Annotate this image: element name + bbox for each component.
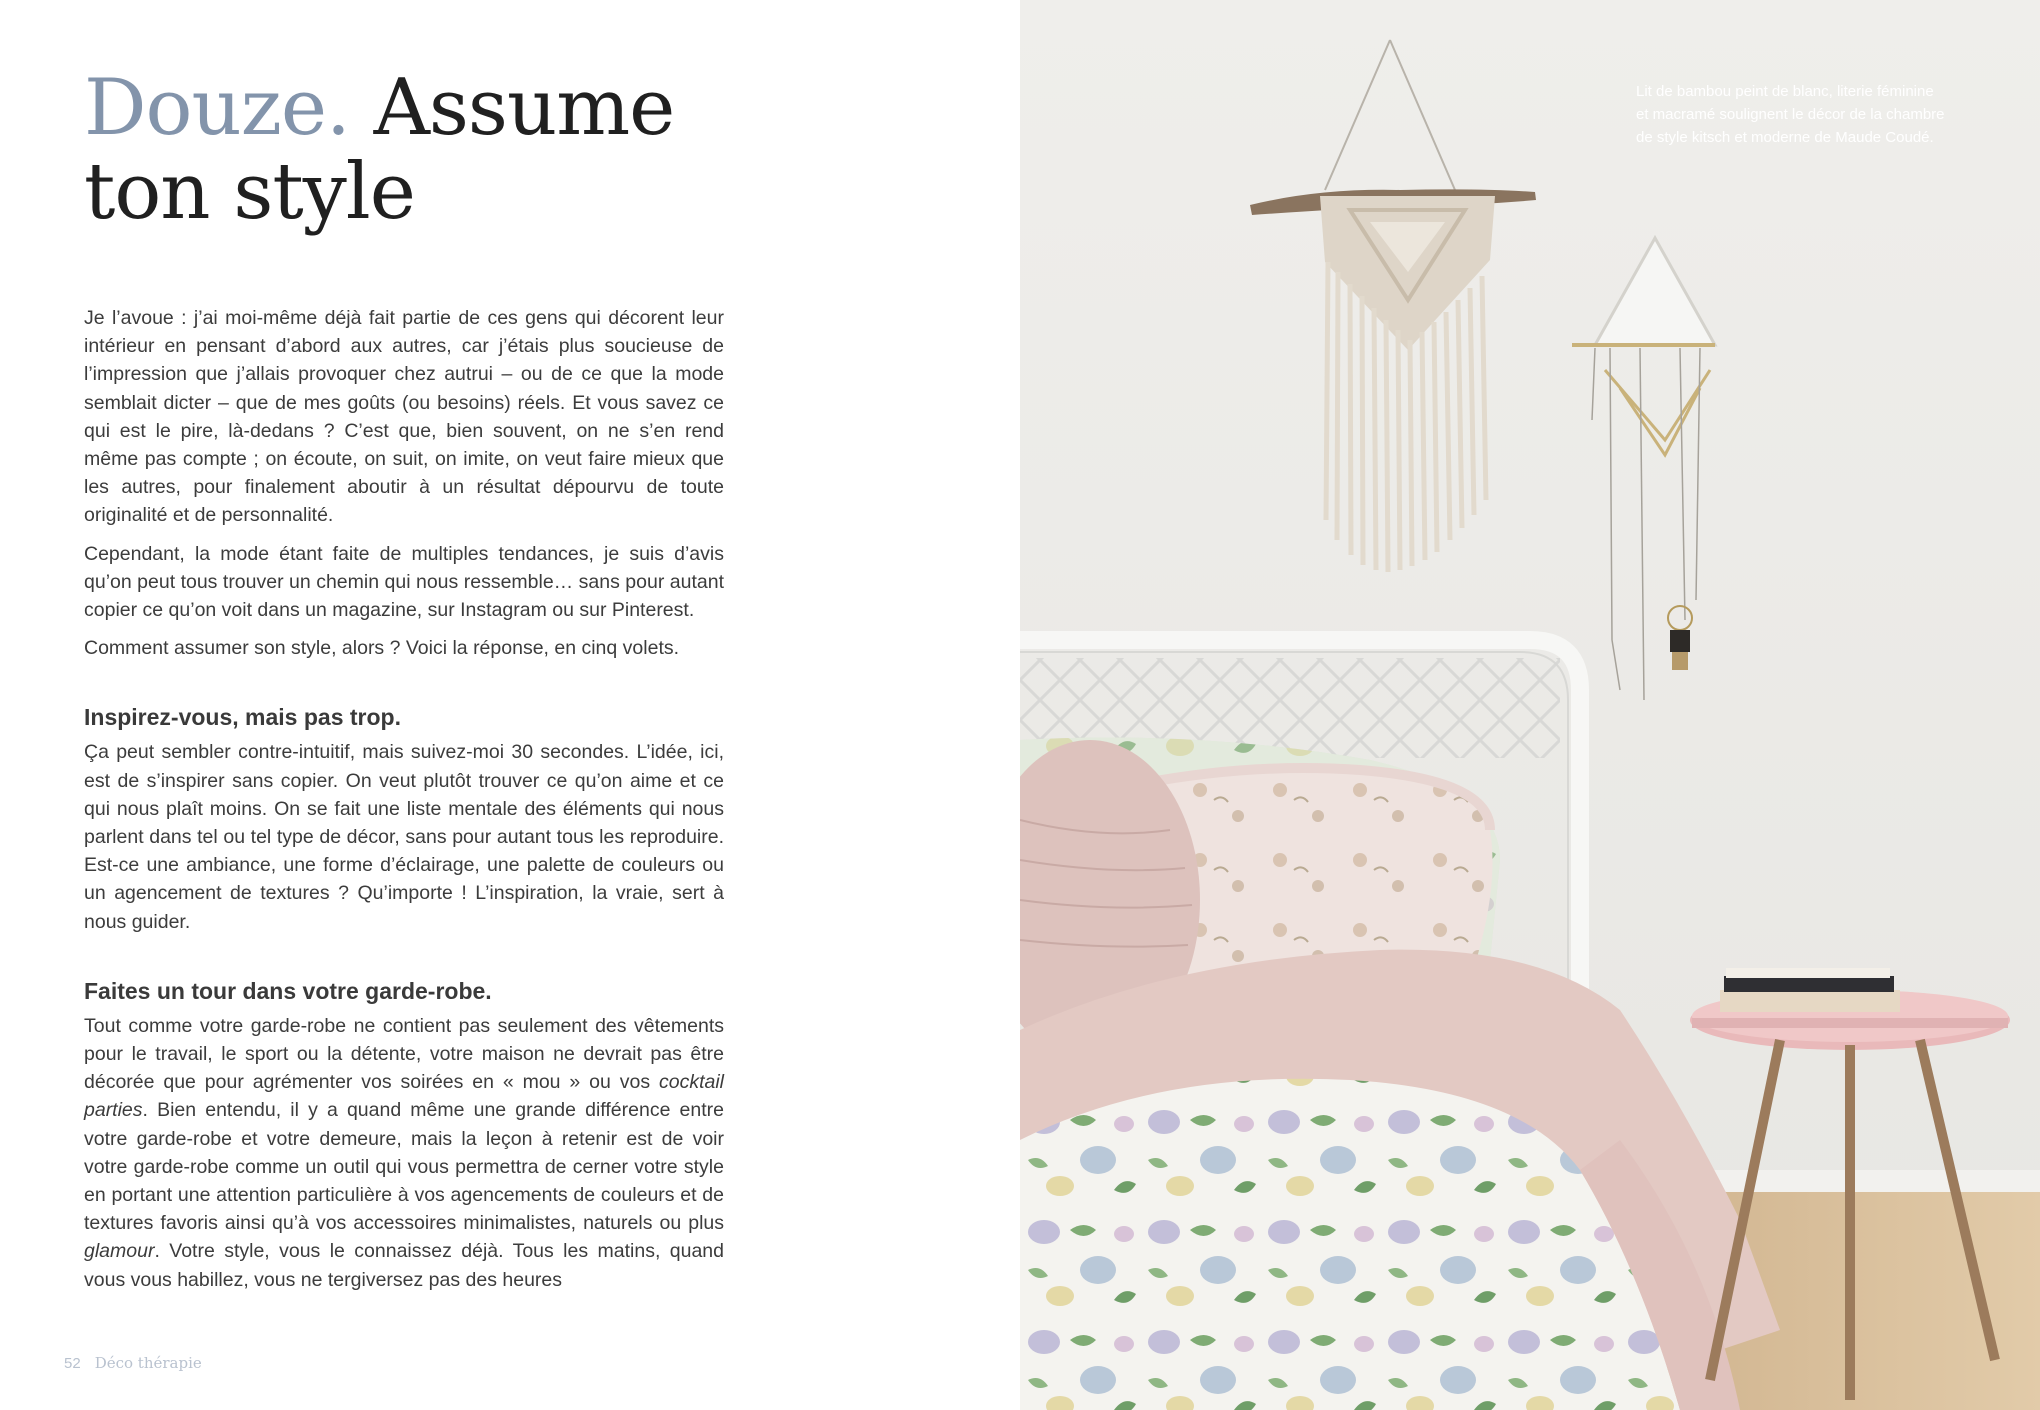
section-heading-inspiration: Inspirez-vous, mais pas trop. bbox=[84, 704, 401, 731]
title-line1-rest: Assume bbox=[373, 63, 675, 153]
paragraph-third: Comment assumer son style, alors ? Voici la réponse, en cinq volets. bbox=[84, 637, 680, 660]
section-text-inspiration: Ça peut sembler contre-intuitif, mais suivez-moi 30 secondes. L’idée, ici, est de s’inspirer sans copier. On veut plutôt trouver ce qu’on aime et ce qui nous plaît moins. On se fait une liste mentale des éléments qui nous parlent dans tel ou tel type de décor, sans pour autant tous les reproduire. Est-ce une ambiance, une forme d’éclairage, une palette de couleurs ou un agencement de textures ? Qu’importe ! L’inspiration, la vraie, sert à nous guider. bbox=[84, 741, 724, 933]
paragraph-intro: Je l’avoue : j’ai moi-même déjà fait partie de ces gens qui décorent leur intérieur en pensant d’abord aux autres, car j’étais plus soucieuse de l’impression que j’allais provoquer chez autrui – ou de ce que la mode semblait dicter – que de mes goûts (ou besoins) réels. Et vous savez ce qui est le pire, là-dedans ? C’est que, bien souvent, on ne s’en rend même pas compte ; on écoute, on suit, on imite, on veut faire mieux que les autres, pour finalement aboutir à un résultat dépourvu de toute originalité et de personnalité. bbox=[84, 307, 724, 527]
wardrobe-text-b: . Bien entendu, il y a quand même une grande différence entre votre garde-robe et votre demeure, mais la leçon à retenir est de voir votre garde-robe comme un outil qui vous permettra de cerner votre style en portant une attention particulière à vos agencements de couleurs et de textures favoris ainsi qu’à vos accessoires minimalistes, naturels ou plus bbox=[84, 1099, 724, 1235]
wardrobe-italic-b: glamour bbox=[84, 1240, 155, 1263]
wardrobe-text-c: . Votre style, vous le connaissez déjà. Tous les matins, quand vous vous habillez, vous ne tergiversez pas des heures bbox=[84, 1240, 724, 1291]
book-title: Déco thérapie bbox=[94, 1354, 202, 1372]
section-heading-wardrobe: Faites un tour dans votre garde-robe. bbox=[84, 977, 492, 1004]
wardrobe-italic-a: cocktail parties bbox=[84, 1071, 724, 1122]
right-page-photo bbox=[1020, 0, 2040, 1410]
photo-caption: Lit de bambou peint de blanc, literie féminine et macramé soulignent le décor de la chambre de style kitsch et moderne de Maude Coudé. bbox=[1636, 83, 1945, 146]
bedroom-photo bbox=[1020, 0, 2040, 1410]
page-number: 52 bbox=[64, 1355, 81, 1372]
wardrobe-text-a: Tout comme votre garde-robe ne contient pas seulement des vêtements pour le travail, le sport ou la détente, votre maison ne devrait pas être décorée que pour agrémenter vos soirées en « mou » ou vos bbox=[84, 1014, 724, 1094]
page-title bbox=[84, 63, 844, 237]
title-line2: ton style bbox=[84, 147, 415, 237]
section-text-wardrobe bbox=[84, 1012, 724, 1294]
paragraph-second: Cependant, la mode étant faite de multiples tendances, je suis d’avis qu’on peut tous trouver un chemin qui nous ressemble… sans pour autant copier ce qu’on voit dans un magazine, sur Instagram ou sur Pinterest. bbox=[84, 542, 724, 622]
folio bbox=[64, 1354, 202, 1372]
title-accent: Douze. bbox=[84, 63, 350, 153]
body-text-column bbox=[84, 304, 724, 1304]
